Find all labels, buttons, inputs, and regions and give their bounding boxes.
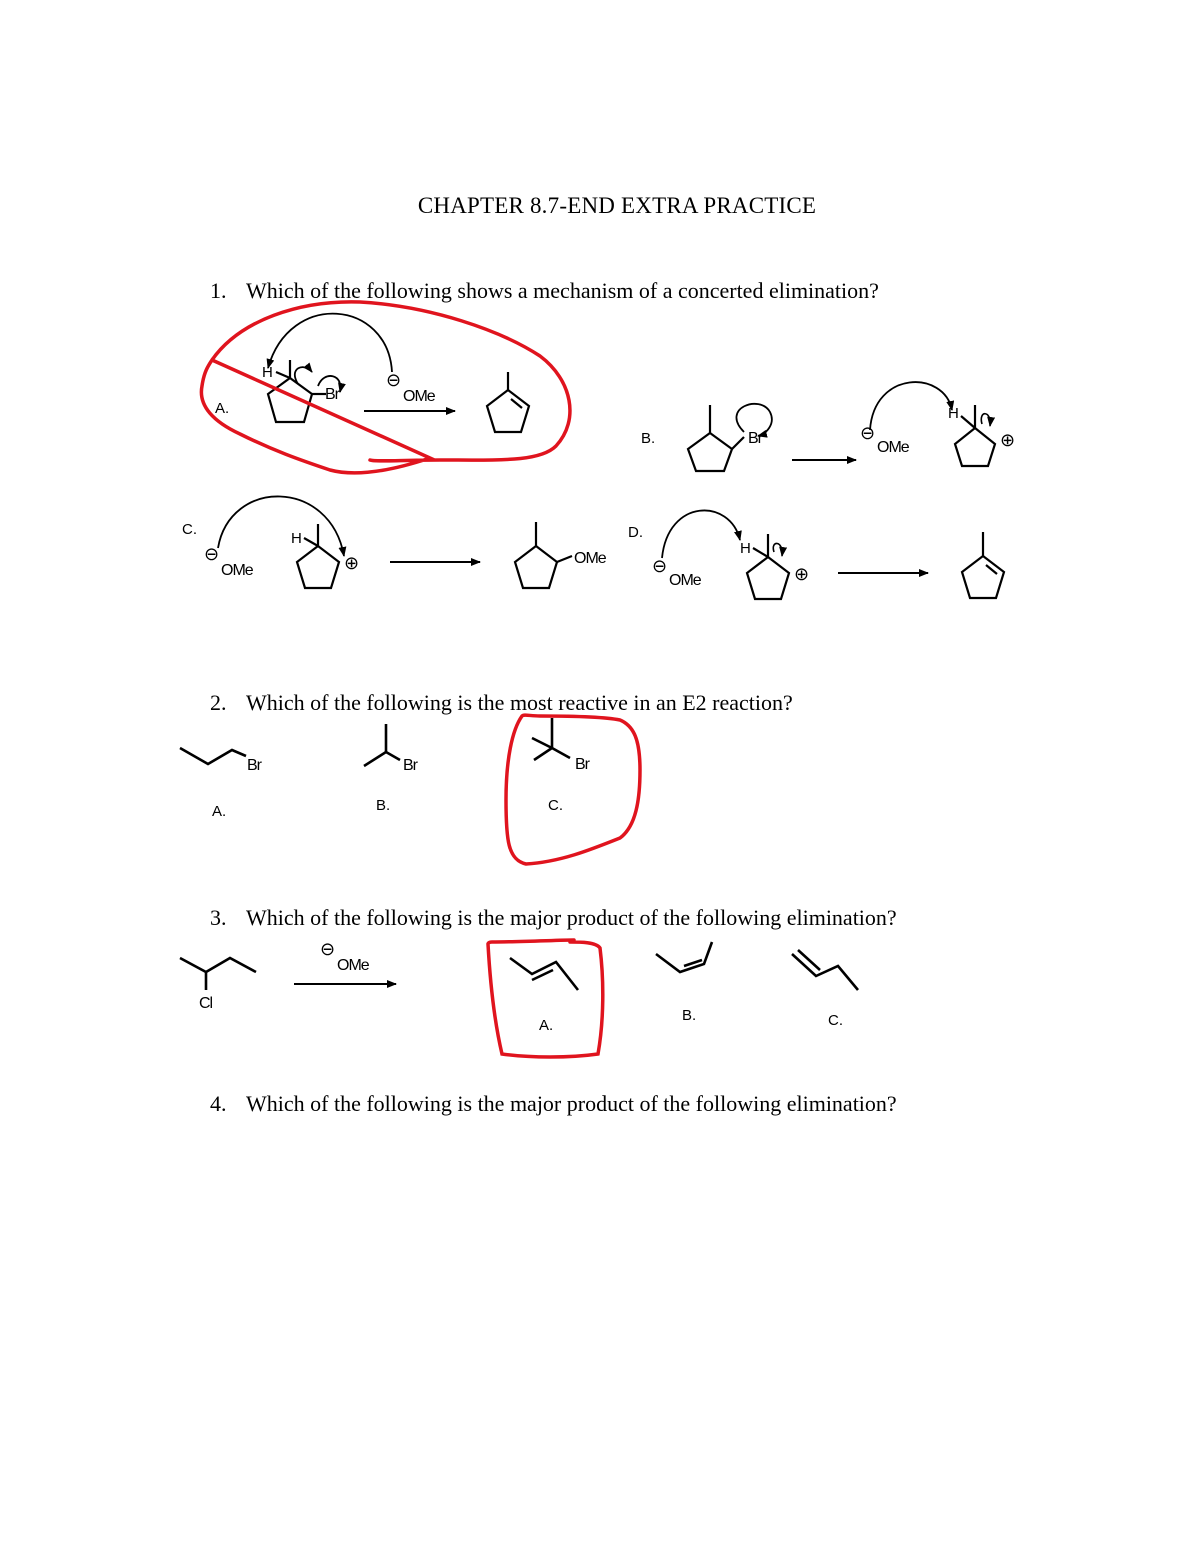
bromine-label: Br	[247, 757, 261, 774]
cyclopentyl-cation-ring	[297, 546, 339, 588]
base-attack-arrow	[268, 314, 392, 372]
red-answer-box	[488, 940, 603, 1057]
option-label-b: B.	[376, 797, 391, 814]
double-bond-line	[798, 950, 820, 970]
bromine-label: Br	[325, 386, 339, 403]
hydrogen-label: H	[291, 530, 302, 547]
positive-charge-icon: ⊕	[794, 564, 810, 585]
base-attack-arrow	[870, 382, 952, 430]
question-number: 3.	[210, 905, 227, 930]
methoxide-label: OMe	[337, 957, 369, 974]
methoxide-label: OMe	[669, 572, 701, 589]
option-label-b: B.	[682, 1007, 697, 1024]
option-label-a: A.	[212, 803, 227, 820]
q1-option-a	[215, 314, 529, 432]
negative-charge-icon: ⊖	[320, 939, 336, 960]
positive-charge-icon: ⊕	[1000, 430, 1016, 451]
question-number: 4.	[210, 1091, 227, 1116]
2-chlorobutane-skeleton	[180, 958, 256, 972]
bond-electron-arrow	[773, 543, 782, 556]
question-text: Which of the following is the most reactive in an E2 reaction?	[246, 690, 793, 715]
q2-option-b	[364, 724, 419, 814]
ome-bond	[557, 556, 572, 562]
methoxide-label: OMe	[221, 562, 253, 579]
methoxy-label: OMe	[574, 550, 606, 567]
bond-electron-arrow	[981, 414, 990, 426]
cyclopentene-ring	[487, 390, 529, 432]
red-answer-box	[506, 715, 640, 864]
br-bond	[732, 437, 744, 449]
q3-reactant	[180, 939, 396, 1012]
methyl-bond	[532, 738, 552, 748]
cis-2-butene-skeleton	[656, 942, 712, 972]
h-bond	[961, 416, 975, 428]
hydrogen-label: H	[740, 540, 751, 557]
cyclopentane-ring	[688, 433, 732, 471]
cyclopentane-ring	[515, 546, 557, 588]
option-label-d: D.	[628, 524, 643, 541]
cyclopentyl-cation-ring	[955, 428, 995, 466]
q2-option-c	[532, 718, 591, 814]
q1-option-b	[641, 382, 1015, 471]
bromine-label: Br	[748, 430, 762, 447]
negative-charge-icon: ⊖	[386, 370, 402, 391]
methoxide-label: OMe	[403, 388, 435, 405]
h-bond	[304, 538, 318, 546]
q2-option-a	[180, 748, 263, 820]
cyclopentane-ring	[268, 378, 312, 422]
bromine-label: Br	[403, 757, 417, 774]
question-number: 2.	[210, 690, 227, 715]
negative-charge-icon: ⊖	[860, 423, 876, 444]
chlorine-label: Cl	[199, 995, 213, 1012]
methyl-bond	[534, 748, 552, 760]
bromine-label: Br	[575, 756, 589, 773]
1-butene-skeleton	[792, 954, 858, 990]
2-bromopropane-skeleton	[364, 752, 400, 766]
cyclopentyl-cation-ring	[747, 557, 789, 599]
negative-charge-icon: ⊖	[204, 544, 220, 565]
q3-option-a	[510, 958, 578, 1034]
question-text: Which of the following is the major product of the following elimination?	[246, 1091, 897, 1116]
q3-option-b	[656, 942, 712, 1024]
question-text: Which of the following shows a mechanism of a concerted elimination?	[246, 278, 879, 303]
option-label-c: C.	[828, 1012, 843, 1029]
br-bond	[552, 748, 570, 758]
q1-option-c	[182, 496, 607, 588]
option-label-a: A.	[215, 400, 230, 417]
q3-option-c	[792, 950, 858, 1029]
hydrogen-label: H	[262, 364, 273, 381]
bond-electron-arrow	[295, 367, 312, 384]
question-number: 1.	[210, 278, 227, 303]
h-bond	[276, 372, 290, 378]
1-bromopropane-skeleton	[180, 748, 246, 764]
question-text: Which of the following is the major product of the following elimination?	[246, 905, 897, 930]
hydrogen-label: H	[948, 405, 959, 422]
h-bond	[753, 548, 768, 557]
option-label-b: B.	[641, 430, 656, 447]
base-attack-arrow	[662, 510, 740, 558]
positive-charge-icon: ⊕	[344, 553, 360, 574]
cyclopentene-ring	[962, 556, 1004, 598]
methoxide-label: OMe	[877, 439, 909, 456]
negative-charge-icon: ⊖	[652, 556, 668, 577]
option-label-c: C.	[548, 797, 563, 814]
q1-option-d	[628, 510, 1004, 599]
base-attack-arrow	[218, 496, 344, 556]
page-title: CHAPTER 8.7-END EXTRA PRACTICE	[417, 193, 817, 218]
option-label-c: C.	[182, 521, 197, 538]
option-label-a: A.	[539, 1017, 554, 1034]
